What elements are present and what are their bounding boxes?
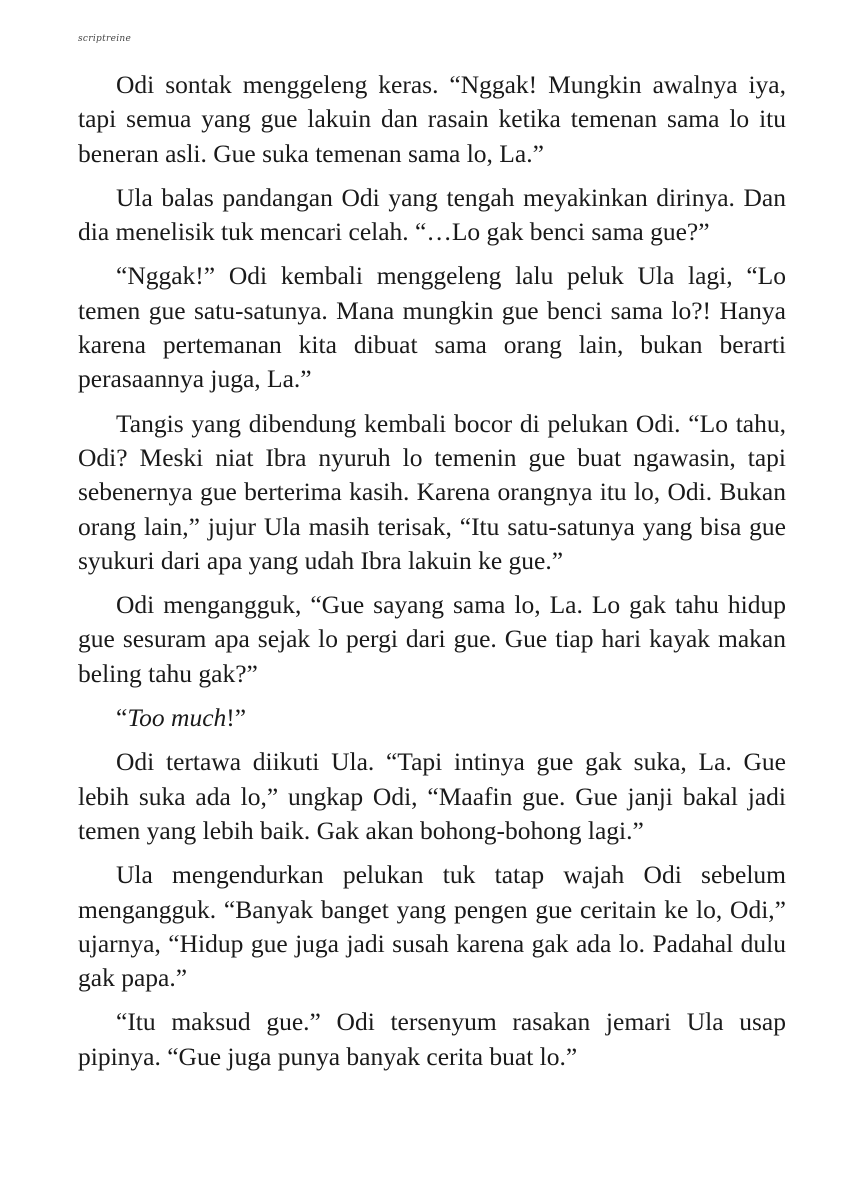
paragraph: “Nggak!” Odi kembali menggeleng lalu peluk Ula lagi, “Lo temen gue satu-satunya. Mana mungkin gue benci sama lo?! Hanya karena pertemanan kita dibuat sama orang lain, bukan berarti perasaannya juga, La.” (78, 261, 786, 394)
paragraph: Odi tertawa diikuti Ula. “Tapi intinya gue gak suka, La. Gue lebih suka ada lo,” ungkap Odi, “Maafin gue. Gue janji bakal jadi temen yang lebih baik. Gak akan bohong-bohong lagi.” (78, 747, 786, 845)
paragraph: Odi mengangguk, “Gue sayang sama lo, La. Lo gak tahu hidup gue sesuram apa sejak lo pergi dari gue. Gue tiap hari kayak makan beling tahu gak?” (78, 590, 786, 688)
italic-phrase: Too much (127, 703, 227, 733)
paragraph: Ula balas pandangan Odi yang tengah meyakinkan dirinya. Dan dia menelisik tuk mencari celah. “…Lo gak benci sama gue?” (78, 182, 786, 247)
paragraph: Odi sontak menggeleng keras. “Nggak! Mungkin awalnya iya, tapi semua yang gue lakuin dan rasain ketika temenan sama lo itu beneran asli. Gue suka temenan sama lo, La.” (78, 70, 786, 168)
body-text (78, 68, 786, 1084)
paragraph: “Itu maksud gue.” Odi tersenyum rasakan jemari Ula usap pipinya. “Gue juga punya banyak cerita buat lo.” (78, 1007, 786, 1071)
quote-open: “ (116, 703, 128, 733)
paragraph: Ula mengendurkan pelukan tuk tatap wajah Odi sebelum mengangguk. “Banyak banget yang pengen gue ceritain ke lo, Odi,” ujarnya, “Hidup gue juga jadi susah karena gak ada lo. Padahal dulu gak papa.” (78, 860, 786, 993)
running-header: scriptreine (78, 34, 132, 44)
quote-close: !” (226, 703, 247, 733)
paragraph: Tangis yang dibendung kembali bocor di pelukan Odi. “Lo tahu, Odi? Meski niat Ibra nyuruh lo temenin gue buat ngawasin, tapi sebenernya gue berterima kasih. Karena orangnya itu lo, Odi. Bukan orang lain,” jujur Ula masih terisak, “Itu satu-satunya yang bisa gue syukuri dari apa yang udah Ibra lakuin ke gue.” (78, 408, 786, 575)
paragraph (78, 701, 786, 735)
